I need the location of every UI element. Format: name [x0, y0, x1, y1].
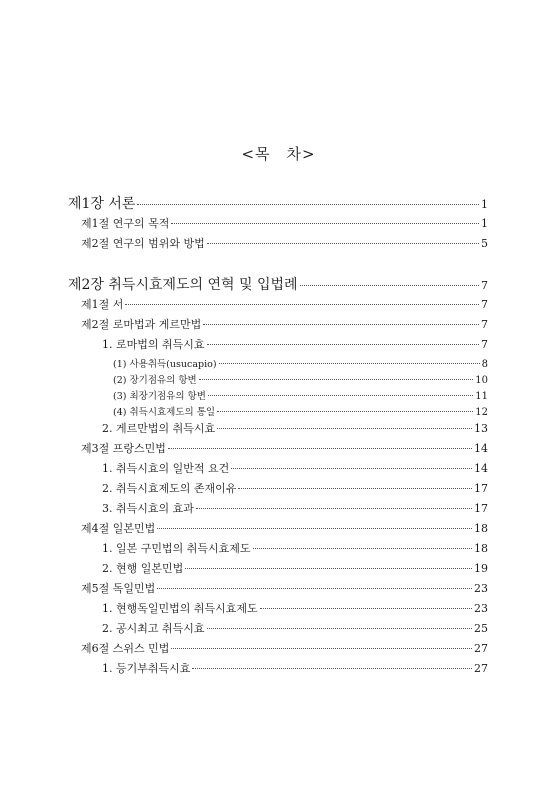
- toc-entry[interactable]: [68, 540, 488, 560]
- dot-leader: [207, 628, 473, 629]
- toc-entry-page: 17: [474, 482, 488, 495]
- toc-entry-label: 제6절 스위스 민법: [81, 642, 170, 655]
- toc-entry-page: 19: [474, 562, 488, 575]
- toc-entry-page: 13: [474, 422, 488, 435]
- toc-entry-label: 제2절 로마법과 게르만법: [81, 318, 202, 331]
- toc-entry[interactable]: [68, 560, 488, 580]
- toc-entry[interactable]: [68, 440, 488, 460]
- toc-entry-label: 1. 로마법의 취득시효: [102, 338, 205, 351]
- dot-leader: [168, 448, 472, 449]
- dot-leader: [196, 508, 472, 509]
- toc-entry-label: 제2장 취득시효제도의 연혁 및 입법례: [68, 277, 298, 293]
- toc-entry-page: 14: [474, 442, 488, 455]
- dot-leader: [300, 285, 479, 286]
- toc-entry-label: 1. 취득시효의 일반적 요건: [102, 462, 230, 475]
- toc-entry-label: 제1절 연구의 목적: [81, 217, 170, 230]
- toc-entry[interactable]: [68, 420, 488, 440]
- toc-entry[interactable]: [68, 356, 488, 372]
- toc-entry-page: 5: [481, 237, 488, 250]
- toc-entry-label: 2. 현행 일본민법: [102, 562, 184, 575]
- dot-leader: [231, 468, 472, 469]
- toc-entry-page: 7: [481, 318, 488, 331]
- toc-entry[interactable]: [68, 296, 488, 316]
- dot-leader: [253, 548, 473, 549]
- toc-entry[interactable]: [68, 372, 488, 388]
- toc-entry-page: 23: [474, 582, 488, 595]
- toc-entry[interactable]: [68, 580, 488, 600]
- dot-leader: [207, 243, 479, 244]
- dot-leader: [185, 568, 472, 569]
- toc-entry-page: 1: [481, 217, 488, 230]
- toc-entry-page: 27: [474, 642, 488, 655]
- toc-entry-page: 12: [475, 407, 488, 418]
- dot-leader: [219, 363, 480, 364]
- section-spacer: [68, 255, 488, 274]
- toc-entry-label: 제3절 프랑스민법: [81, 442, 166, 455]
- toc-entry-label: 2. 취득시효제도의 존재이유: [102, 482, 237, 495]
- toc-entry[interactable]: [68, 316, 488, 336]
- toc-entry-label: 2. 게르만법의 취득시효: [102, 422, 216, 435]
- dot-leader: [207, 344, 480, 345]
- toc-entry-page: 17: [474, 502, 488, 515]
- toc-title: <목 차>: [241, 145, 316, 163]
- dot-leader: [238, 488, 472, 489]
- toc-entry[interactable]: [68, 404, 488, 420]
- toc-entry-label: (1) 사용취득(usucapio): [113, 359, 217, 370]
- toc-entry[interactable]: [68, 336, 488, 356]
- dot-leader: [260, 608, 472, 609]
- toc-entry-page: 27: [474, 662, 488, 675]
- dot-leader: [137, 204, 479, 205]
- toc-entry-label: 1. 현행독일민법의 취득시효제도: [102, 602, 258, 615]
- toc-entry-label: 3. 취득시효의 효과: [102, 502, 194, 515]
- toc-entry[interactable]: [68, 460, 488, 480]
- toc-entry-label: 제2절 연구의 범위와 방법: [81, 237, 205, 250]
- toc-entry-label: 제1절 서: [81, 298, 124, 311]
- toc-entry-label: (3) 최장기점유의 항변: [113, 391, 206, 402]
- toc-entry[interactable]: [68, 480, 488, 500]
- toc-entry-label: 제1장 서론: [68, 196, 136, 212]
- toc-entry-page: 10: [475, 375, 488, 386]
- toc-entry-page: 1: [481, 198, 488, 211]
- toc-entry[interactable]: [68, 193, 488, 215]
- toc-entry-page: 14: [474, 462, 488, 475]
- dot-leader: [157, 588, 472, 589]
- dot-leader: [157, 528, 472, 529]
- toc-entry-label: 제4절 일본민법: [81, 522, 156, 535]
- dot-leader: [171, 648, 472, 649]
- toc-entry-page: 7: [481, 338, 488, 351]
- toc-entry[interactable]: [68, 520, 488, 540]
- toc-entry-page: 11: [475, 391, 488, 402]
- dot-leader: [125, 304, 479, 305]
- toc-entry[interactable]: [68, 215, 488, 235]
- dot-leader: [217, 428, 472, 429]
- toc-entry[interactable]: [68, 620, 488, 640]
- dot-leader: [217, 411, 473, 412]
- toc-entry[interactable]: [68, 274, 488, 296]
- toc-entry-label: (2) 장기점유의 항변: [113, 375, 197, 386]
- toc-entry[interactable]: [68, 235, 488, 255]
- toc-entry-label: (4) 취득시효제도의 통일: [113, 407, 216, 418]
- toc-entry-page: 7: [481, 298, 488, 311]
- toc-entry[interactable]: [68, 600, 488, 620]
- dot-leader: [171, 223, 479, 224]
- toc-entry-page: 18: [474, 542, 488, 555]
- toc-entry-page: 25: [474, 622, 488, 635]
- toc-entry[interactable]: [68, 640, 488, 660]
- dot-leader: [199, 379, 474, 380]
- table-of-contents: [68, 193, 488, 680]
- toc-entry[interactable]: [68, 500, 488, 520]
- toc-entry-label: 제5절 독일민법: [81, 582, 156, 595]
- toc-entry[interactable]: [68, 388, 488, 404]
- toc-entry-page: 7: [481, 279, 488, 292]
- toc-entry-label: 2. 공시최고 취득시효: [102, 622, 205, 635]
- toc-entry-page: 18: [474, 522, 488, 535]
- dot-leader: [192, 668, 472, 669]
- dot-leader: [203, 324, 479, 325]
- toc-entry-label: 1. 등기부취득시효: [102, 662, 191, 675]
- toc-entry-page: 8: [481, 359, 488, 370]
- toc-entry-page: 23: [474, 602, 488, 615]
- dot-leader: [208, 395, 473, 396]
- toc-entry[interactable]: [68, 660, 488, 680]
- toc-entry-label: 1. 일본 구민법의 취득시효제도: [102, 542, 251, 555]
